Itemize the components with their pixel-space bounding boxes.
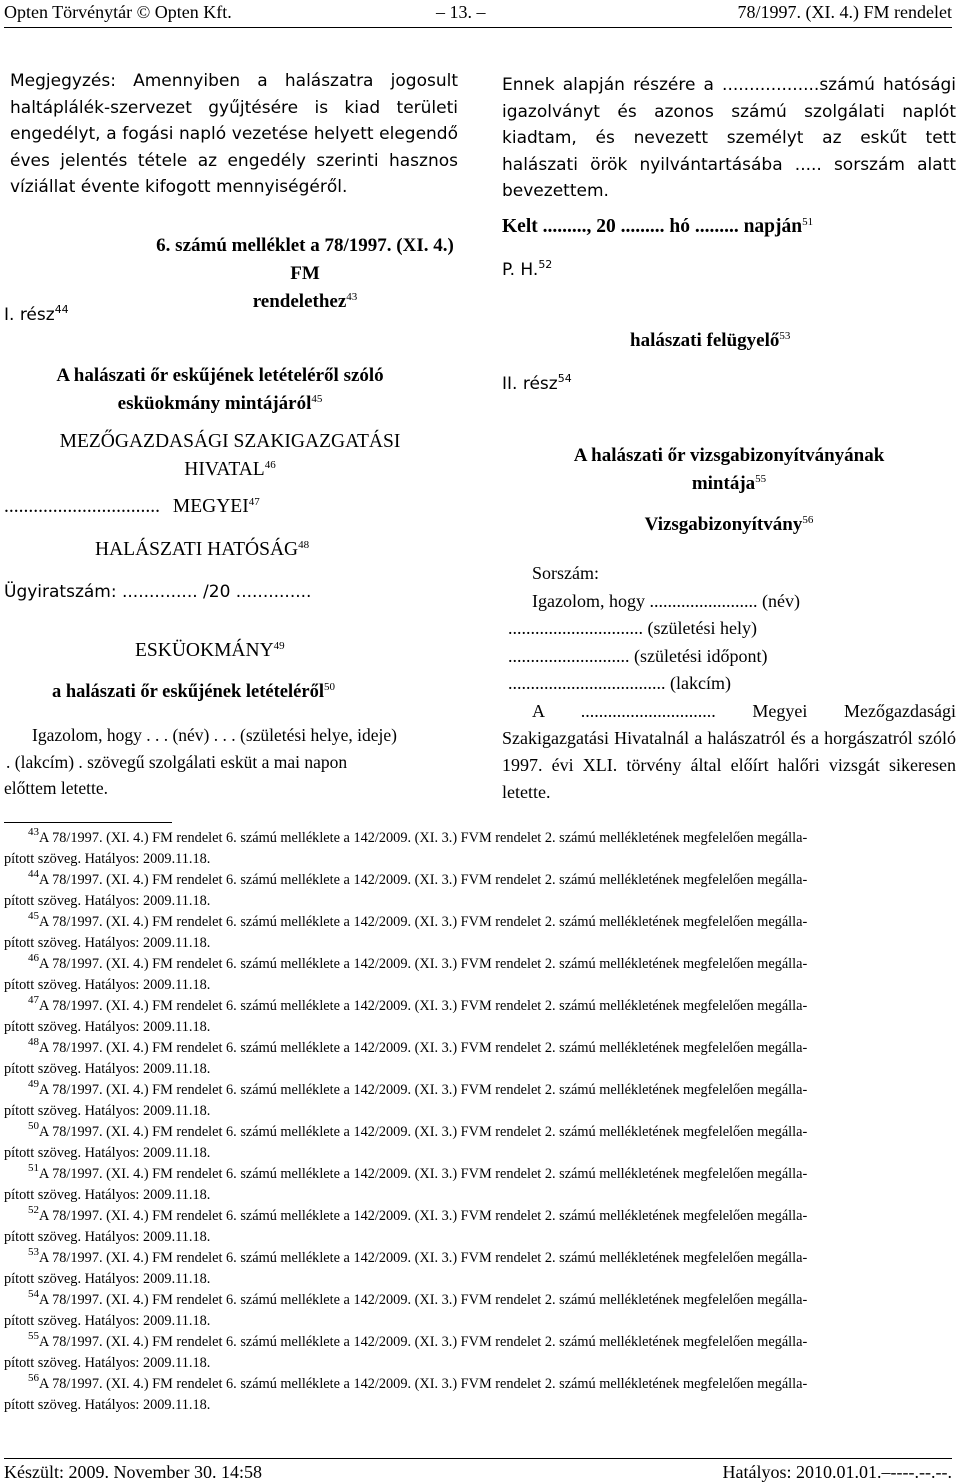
footnote-number: 47 [28,994,39,1006]
note-paragraph: Megjegyzés: Amennyiben a halászatra jogosult haltáplálék-szervezet gyűjtésére is kiad területi engedélyt, a fogási napló vezetése helyett elegendő éves jelentés tétele az engedély szerinti hasznos víziállat évente kifogott mennyiségéről. [10,71,458,197]
footnote-number: 49 [28,1078,39,1090]
basis-paragraph: Ennek alapján részére a ..................számú hatósági igazolványt és azonos számú szolgálati naplót kiadtam, és nevezett személyt az eskűt tett halászati örök nyilvántartásába ..... sorszám alatt bevezettem. [502,75,956,201]
footnote-text-continued: pított szöveg. Hatályos: 2009.11.18. [4,1355,211,1371]
footnote-text-continued: pított szöveg. Hatályos: 2009.11.18. [4,977,211,993]
footnote-number: 51 [28,1162,39,1174]
part-two-label: II. rész$^{54}$ [502,372,572,394]
footnote-number: 43 [28,826,39,838]
inspector-signature-label: halászati felügyelő$^{53}$ [630,330,791,351]
left-column [10,68,458,201]
footnote-ref[interactable]: 43 [346,291,358,303]
footnote-rule [4,822,172,823]
oath-subtitle: a halászati őr eskűjének letételéről$^{50}$ [52,681,335,702]
certificate-statement: A .............................. Megyei Mezőgazdasági Szakigazgatási Hivatalnál a halászatról és a horgászatról szóló 1997. évi XLI. törvény által előírt halőri vizsgát sikeresen letette. [502,701,956,802]
footnote-number: 45 [28,910,39,922]
dated-line: Kelt ........., 20 ......... hó ......... napján$^{51}$ [502,216,814,237]
footnote-item [4,1374,954,1416]
footnote-ref[interactable]: 47 [248,496,260,508]
footnote-item [4,1332,954,1374]
footnote-ref[interactable]: 48 [298,539,310,551]
address-field: ................................... (lakcím) [508,673,731,693]
footnote-text: A 78/1997. (XI. 4.) FM rendelet 6. számú melléklete a 142/2009. (XI. 3.) FVM rendelet 2. számú mellékletének megfelelően megálla- [39,1250,808,1266]
footnote-text: A 78/1997. (XI. 4.) FM rendelet 6. számú melléklete a 142/2009. (XI. 3.) FVM rendelet 2. számú mellékletének megfelelően megálla- [39,1082,808,1098]
footnote-number: 55 [28,1330,39,1342]
county-label: MEGYEI [172,496,249,517]
footnote-text-continued: pított szöveg. Hatályos: 2009.11.18. [4,1187,211,1203]
page-footer [4,1462,952,1483]
footnote-text-continued: pított szöveg. Hatályos: 2009.11.18. [4,1145,211,1161]
footnote-item [4,1290,954,1332]
part-one-label: I. rész$^{44}$ [4,303,69,325]
footnote-text-continued: pított szöveg. Hatályos: 2009.11.18. [4,1271,211,1287]
footnote-item [4,1038,954,1080]
birthdate-field: ........................... (születési időpont) [508,645,768,666]
section-title-line2: esküokmány mintájáról [117,393,312,414]
footnote-text-continued: pított szöveg. Hatályos: 2009.11.18. [4,893,211,909]
footnote-text: A 78/1997. (XI. 4.) FM rendelet 6. számú melléklete a 142/2009. (XI. 3.) FVM rendelet 2. számú mellékletének megfelelően megálla- [39,1124,808,1140]
footnote-text: A 78/1997. (XI. 4.) FM rendelet 6. számú melléklete a 142/2009. (XI. 3.) FVM rendelet 2. számú mellékletének megfelelően megálla- [39,1292,808,1308]
footnote-text-continued: pított szöveg. Hatályos: 2009.11.18. [4,1397,211,1413]
footnote-text-continued: pított szöveg. Hatályos: 2009.11.18. [4,1061,211,1077]
footnote-number: 54 [28,1288,39,1300]
footnote-item [4,1206,954,1248]
birthplace-field: .............................. (születési hely) [508,618,757,638]
footnote-text: A 78/1997. (XI. 4.) FM rendelet 6. számú melléklete a 142/2009. (XI. 3.) FVM rendelet 2. számú mellékletének megfelelően megálla- [39,998,808,1014]
annex-title-line1: 6. számú melléklet a 78/1997. (XI. 4.) FM [156,235,454,284]
footnote-item [4,1164,954,1206]
footnote-ref[interactable]: 51 [802,216,814,228]
footnote-ref[interactable]: 49 [273,640,285,652]
footnote-text-continued: pított szöveg. Hatályos: 2009.11.18. [4,1313,211,1329]
footnote-text: A 78/1997. (XI. 4.) FM rendelet 6. számú melléklete a 142/2009. (XI. 3.) FVM rendelet 2. számú mellékletének megfelelően megálla- [39,1376,808,1392]
footnote-text: A 78/1997. (XI. 4.) FM rendelet 6. számú melléklete a 142/2009. (XI. 3.) FVM rendelet 2. számú mellékletének megfelelően megálla- [39,1040,808,1056]
footnote-ref[interactable]: 50 [323,681,335,693]
footnote-item [4,1080,954,1122]
footnote-number: 44 [28,868,39,880]
section-title [10,362,430,418]
footnote-ref[interactable]: 46 [264,459,276,471]
footnote-number: 52 [28,1204,39,1216]
oath-document-title: ESKÜOKMÁNY$^{49}$ [135,640,285,661]
county-line [4,496,260,518]
footnote-text-continued: pított szöveg. Hatályos: 2009.11.18. [4,935,211,951]
footnote-number: 48 [28,1036,39,1048]
footnote-text-continued: pított szöveg. Hatályos: 2009.11.18. [4,1229,211,1245]
publisher-label: Opten Törvénytár © Opten Kft. [4,2,232,22]
footnote-text-continued: pított szöveg. Hatályos: 2009.11.18. [4,1019,211,1035]
footnote-item [4,996,954,1038]
footnote-item [4,828,954,870]
certificate-sample-title: A halászati őr vizsgabizonyítványának mintája$^{55}$ [573,445,885,494]
county-placeholder: ................................ [4,496,160,517]
header-rule [4,27,952,28]
annex-title-line2: rendelethez [252,291,347,312]
footnote-text-continued: pított szöveg. Hatályos: 2009.11.18. [4,1103,211,1119]
footnote-text: A 78/1997. (XI. 4.) FM rendelet 6. számú melléklete a 142/2009. (XI. 3.) FVM rendelet 2. számú mellékletének megfelelően megálla- [39,1334,808,1350]
footnote-ref[interactable]: 45 [311,393,323,405]
file-number-line: Ügyiratszám: .............. /20 .............. [4,582,312,602]
footnote-text: A 78/1997. (XI. 4.) FM rendelet 6. számú melléklete a 142/2009. (XI. 3.) FVM rendelet 2. számú mellékletének megfelelően megálla- [39,830,808,846]
section-title-line1: A halászati őr eskűjének letételéről szóló [56,365,384,386]
footer-rule [4,1458,952,1459]
footnote-number: 56 [28,1372,39,1384]
effective-date: Hatályos: 2010.01.01.–----.--.--. [722,1462,952,1482]
certification-text: Igazolom, hogy . . . (név) . . . (születési helye, ideje) . (lakcím) . szövegű szolgálati esküt a mai napon előttem letette. [4,725,397,798]
page-header [4,2,952,26]
footnote-text: A 78/1997. (XI. 4.) FM rendelet 6. számú melléklete a 142/2009. (XI. 3.) FVM rendelet 2. számú mellékletének megfelelően megálla- [39,1166,808,1182]
serial-field: Sorszám: [532,563,599,583]
footnote-ref[interactable]: 54 [557,372,572,385]
document-reference: 78/1997. (XI. 4.) FM rendelet [737,2,952,22]
footnote-item [4,870,954,912]
certificate-fields [508,560,958,698]
footnote-ref[interactable]: 53 [779,330,791,342]
footnote-ref[interactable]: 56 [802,514,814,526]
footnote-item [4,1122,954,1164]
annex-title [150,232,460,316]
footnote-text: A 78/1997. (XI. 4.) FM rendelet 6. számú melléklete a 142/2009. (XI. 3.) FVM rendelet 2. számú mellékletének megfelelően megálla- [39,914,808,930]
footnote-number: 46 [28,952,39,964]
name-field: Igazolom, hogy ........................ (név) [532,590,800,611]
certificate-heading: Vizsgabizonyítvány$^{56}$ [644,514,814,535]
footnote-number: 50 [28,1120,39,1132]
footnote-ref[interactable]: 55 [755,473,767,485]
footnote-text: A 78/1997. (XI. 4.) FM rendelet 6. számú melléklete a 142/2009. (XI. 3.) FVM rendelet 2. számú mellékletének megfelelően megálla- [39,956,808,972]
footnote-ref[interactable]: 44 [54,303,69,316]
footnote-number: 53 [28,1246,39,1258]
footnote-text-continued: pított szöveg. Hatályos: 2009.11.18. [4,851,211,867]
footnote-item [4,954,954,996]
footnote-text: A 78/1997. (XI. 4.) FM rendelet 6. számú melléklete a 142/2009. (XI. 3.) FVM rendelet 2. számú mellékletének megfelelően megálla- [39,1208,808,1224]
created-date: Készült: 2009. November 30. 14:58 [4,1462,262,1482]
footnote-item [4,912,954,954]
authority-line: HALÁSZATI HATÓSÁG$^{48}$ [95,539,310,560]
footnote-item [4,1248,954,1290]
footnote-text: A 78/1997. (XI. 4.) FM rendelet 6. számú melléklete a 142/2009. (XI. 3.) FVM rendelet 2. számú mellékletének megfelelően megálla- [39,872,808,888]
seal-placeholder: P. H.$^{52}$ [502,258,553,280]
page-number: – 13. – [436,2,486,22]
footnote-ref[interactable]: 52 [538,258,553,271]
office-name: MEZŐGAZDASÁGI SZAKIGAZGATÁSI HIVATAL$^{46}$ [59,431,401,480]
